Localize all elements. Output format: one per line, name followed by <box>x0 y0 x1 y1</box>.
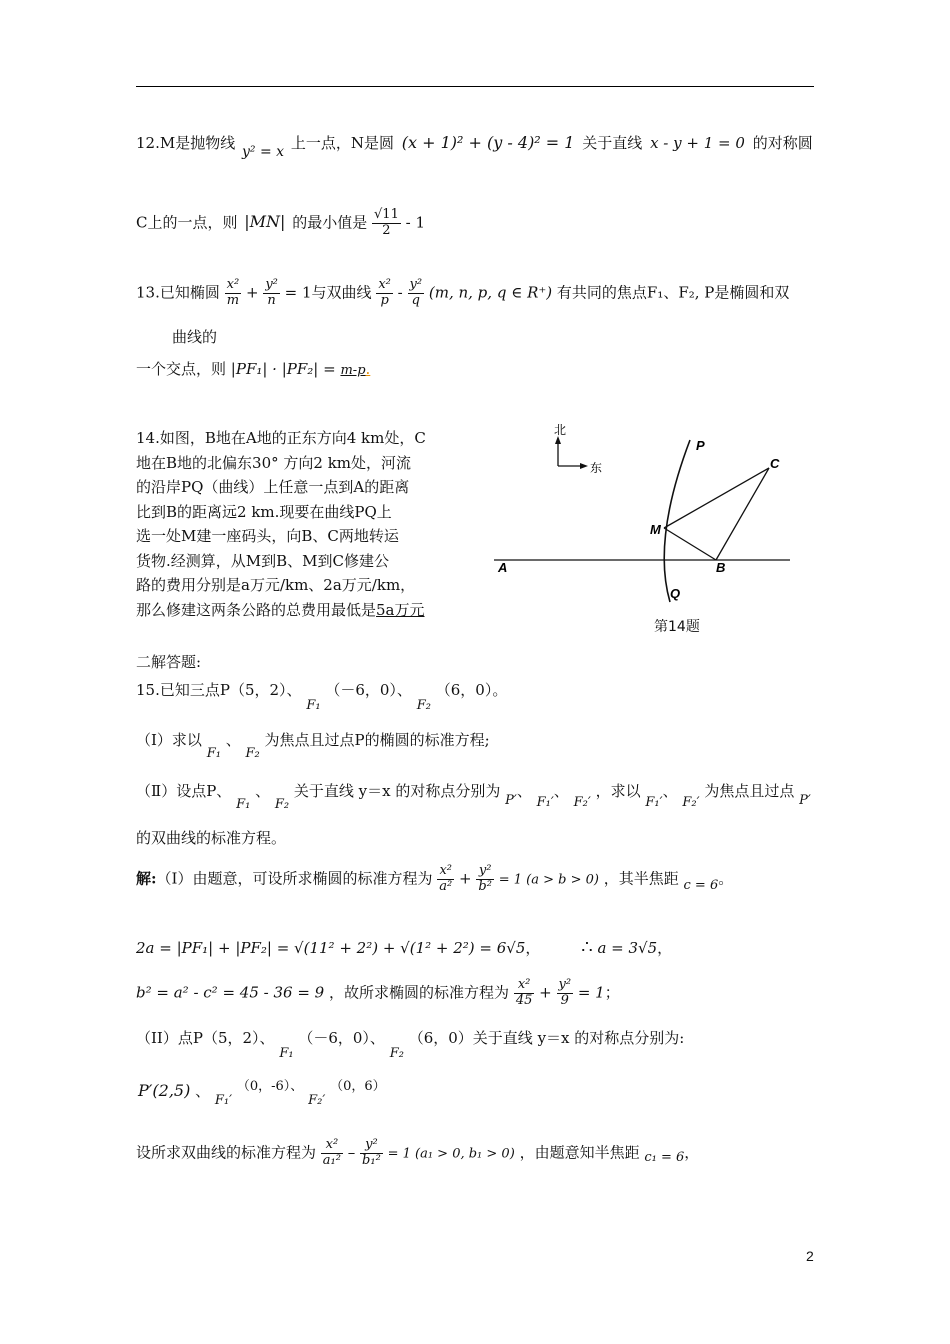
q12-text-d: 的对称圆 <box>752 134 813 152</box>
q13-answer: m-p <box>340 363 366 378</box>
sol-s6-f2d: b₁² <box>362 1152 381 1168</box>
q13-hyperbola-frac1 <box>376 278 393 309</box>
sol-s1-b: ，其半焦距 <box>603 869 679 888</box>
q12-text-f: 的最小值是 <box>292 213 368 232</box>
sol-s1-frac2 <box>476 864 494 895</box>
q15-p2-f2: F₂ <box>274 797 290 812</box>
q15-stem <box>136 679 508 713</box>
q15-part2: （Ⅱ）设点P、 F₁ 、 F₂ 关于直线 y＝x 的对称点分别为 P′、 F₁′、 F₂′ ，求以 F₁′、 F₂′ 为焦点且过点 P′ <box>136 782 811 812</box>
sol-s3-f1n: x² <box>514 978 535 994</box>
sol-s6-frac1 <box>321 1138 343 1169</box>
sol-s6-b: ，由题意知半焦距 <box>519 1143 640 1162</box>
sol-s1-f1d: a² <box>439 878 453 894</box>
q13-ell-d2: n <box>267 292 276 308</box>
sol-s5-sep1: 、 <box>195 1082 211 1100</box>
q14-last-text: 那么修建这两条公路的总费用最低是 <box>136 600 377 619</box>
q15-p1-b: 、 <box>225 731 241 749</box>
sol-s2: 2a = |PF₁| + |PF₂| = √(11² + 2²) + √(1² + 2²) = 6√5 <box>136 939 526 957</box>
q13-hyp-n1: x² <box>378 277 391 292</box>
q15-part1 <box>136 729 490 761</box>
sol-s6-a: 设所求双曲线的标准方程为 <box>136 1143 317 1162</box>
sol-line1: 解:（I）由题意，可设所求椭圆的标准方程为 $\frac{\text{x²}}{\text{a²}}$ + $\frac{\text{y²}}{\text{b²}}$ = 1 (a > b > 0) ，其半焦距 c = 6。 <box>136 863 734 894</box>
q14-caption: 第14题 <box>654 619 700 635</box>
segment-mc <box>664 468 769 528</box>
sol-s3-f1d: 45 <box>515 992 533 1008</box>
q13-answer-dot: . <box>365 360 371 378</box>
q12-text-e: C上的一点，则 <box>136 213 238 232</box>
page-number: 2 <box>806 1248 814 1264</box>
q13-line1: 13.已知椭圆 $\frac{\text{x²}}{m}$ + $\frac{\text{y²}}{n}$ = 1与双曲线 $\frac{\text{x²}}{p}$ - $\frac{\text{y²}}{q}$ (m, n, p, q ∈ R⁺) 有共同的焦点F₁、F₂, P是椭圆和双 <box>136 277 790 308</box>
sol-s3-eq: = 1 <box>577 983 605 1002</box>
q15-p2-d: ，求以 <box>595 782 641 800</box>
sol-s1-c: c = 6 <box>683 878 719 894</box>
q13-ell-n2: y² <box>265 277 278 292</box>
sol-line2 <box>136 937 672 958</box>
q15-f2: F₂ <box>416 698 431 713</box>
sol-label: 解: <box>136 869 157 888</box>
sol-s4-b: （－6，0）、 <box>298 1029 385 1047</box>
q15-p1-f2: F₂ <box>245 746 260 761</box>
q15-p-prime: P′ <box>505 793 517 808</box>
q13-ellipse-frac1 <box>225 278 242 309</box>
sol-s1-f2n: y² <box>476 864 494 880</box>
q12-mn: |MN| <box>244 212 286 232</box>
sol-s3-frac2 <box>557 978 574 1009</box>
sol-s1-eq: = 1 (a > b > 0) <box>498 872 599 888</box>
q15-p2-a: （Ⅱ）设点P、 <box>136 782 232 800</box>
q14-line: 比到B的距离远2 km.现要在曲线PQ上 <box>136 502 392 521</box>
q12-line1 <box>136 132 813 160</box>
q15-part2-tail: 的双曲线的标准方程。 <box>136 829 287 847</box>
sol-s4-f2: F₂ <box>389 1046 404 1061</box>
sol-s3-a: b² = a² - c² = 45 - 36 = 9 <box>136 983 325 1002</box>
sol-s4-a: （II）点P（5，2）、 <box>136 1029 275 1047</box>
sol-line3: b² = a² - c² = 45 - 36 = 9 ，故所求椭圆的标准方程为 $\frac{\text{x²}}{45}$ + $\frac{\text{y²}}{9}$ = 1； <box>136 977 620 1008</box>
q15-p1-a: （Ⅰ）求以 <box>136 731 202 749</box>
sol-s1-f1n: x² <box>437 864 454 880</box>
q15-f1: F₁ <box>306 698 321 713</box>
sol-s3-b: ，故所求椭圆的标准方程为 <box>329 983 510 1002</box>
q13-condition: (m, n, p, q ∈ R⁺) <box>428 283 553 302</box>
sol-s5-v2: （0，6） <box>330 1079 386 1094</box>
label-p: P <box>696 438 705 453</box>
sol-s5-v1: （0，-6）、 <box>236 1079 304 1094</box>
q13-line3 <box>136 358 370 379</box>
sol-s2-end: ， <box>657 939 673 957</box>
label-m: M <box>650 522 661 537</box>
q13-ell-d1: m <box>226 292 240 308</box>
q14-line: 路的费用分别是a万元/km、2a万元/km， <box>136 576 416 594</box>
sol-s2-comma: ， <box>525 939 541 957</box>
label-a: A <box>498 560 508 575</box>
sol-s6-c: c₁ = 6 <box>644 1150 685 1166</box>
sol-line4 <box>136 1027 685 1061</box>
q14-line: 地在B地的北偏东30° 方向2 km处，河流 <box>136 453 412 472</box>
sol-s3-frac1 <box>514 978 535 1009</box>
q13-text-a: 一个交点，则 <box>136 360 227 378</box>
sol-s1-end: 。 <box>718 869 734 888</box>
q12-parabola: y² = x <box>242 144 285 160</box>
q15-p2-b: 、 <box>255 782 271 800</box>
label-b: B <box>716 560 726 575</box>
sol-s4-f1: F₁ <box>279 1046 294 1061</box>
q13-line2: 曲线的 <box>172 328 218 346</box>
q15-stem-b: （－6，0）、 <box>325 681 412 699</box>
sol-s6-f1d: a₁² <box>322 1152 341 1168</box>
q12-line2 <box>136 208 425 239</box>
sol-s3-f2n: y² <box>558 977 572 992</box>
q14-line-last <box>136 598 426 623</box>
section-heading: 二解答题: <box>136 653 202 671</box>
q13-ell-n1: x² <box>226 277 240 292</box>
q12-answer-den: 2 <box>382 222 391 238</box>
sol-s6-f1n: x² <box>321 1138 343 1154</box>
q12-circle: (x + 1)² + (y - 4)² = 1 <box>401 133 575 152</box>
q12-text-c: 关于直线 <box>582 134 643 152</box>
segment-mb <box>664 528 716 560</box>
q15-p-prime-2: P′ <box>799 793 811 808</box>
q13-eq1: = 1与双曲线 <box>284 283 372 302</box>
sol-line5 <box>138 1079 386 1108</box>
q15-p2-c: 关于直线 y＝x 的对称点分别为 <box>293 782 501 800</box>
segment-bc <box>716 468 769 560</box>
q15-f1-prime: F₁′ <box>536 795 554 810</box>
north-label: 北 <box>554 423 567 437</box>
sol-s5-f1: F₁′ <box>214 1093 233 1108</box>
sol-s6-frac2 <box>360 1138 383 1169</box>
q15-p2-e: 为焦点且过点 <box>704 782 795 800</box>
q12-answer-num: √11 <box>374 207 399 222</box>
sol-s3-end: ； <box>604 983 620 1002</box>
q14-text <box>136 426 426 622</box>
sol-s6-eq: = 1 (a₁ > 0, b₁ > 0) <box>387 1146 515 1162</box>
sol-s2-b: a = 3√5 <box>597 939 658 957</box>
sol-s6-end: ， <box>684 1143 700 1162</box>
q14-figure <box>490 420 790 610</box>
sol-s4-c: （6，0）关于直线 y＝x 的对称点分别为: <box>408 1029 685 1047</box>
q15-f1-prime-2: F₁′ <box>645 795 663 810</box>
east-arrowhead <box>580 463 588 469</box>
q13-hyp-d2: q <box>411 292 420 308</box>
q13-ellipse-frac2 <box>263 278 280 309</box>
q15-stem-c: （6，0）。 <box>435 681 508 699</box>
label-c: C <box>770 456 780 471</box>
q12-text-b: 上一点，N是圆 <box>290 134 394 152</box>
q13-hyp-n2: y² <box>409 277 423 292</box>
sol-s1-frac1 <box>437 864 454 895</box>
sol-s1-f2d: b² <box>478 878 492 894</box>
q14-line: 选一处M建一座码头，向B、C两地转运 <box>136 527 399 545</box>
q14-answer: 5a万元 <box>376 600 425 619</box>
north-arrowhead <box>555 436 561 444</box>
sol-s1-a: （I）由题意，可设所求椭圆的标准方程为 <box>156 869 433 888</box>
q15-stem-a: 15.已知三点P（5，2）、 <box>136 681 302 699</box>
q15-f2-prime: F₂′ <box>573 795 591 810</box>
q12-text-a: 12.M是抛物线 <box>136 134 236 152</box>
q13-hyp-d1: p <box>380 292 389 308</box>
q13-hyperbola-frac2 <box>408 278 425 309</box>
sol-s5-p: P′(2,5) <box>138 1081 191 1100</box>
q13-lead: 13.已知椭圆 <box>136 283 220 302</box>
q12-line-eq: x - y + 1 = 0 <box>650 134 745 152</box>
q14-line: 的沿岸PQ（曲线）上任意一点到A的距离 <box>136 478 410 496</box>
sol-s5-f2: F₂′ <box>308 1093 326 1108</box>
q12-answer-fraction <box>372 208 401 239</box>
sol-s3-f2d: 9 <box>560 992 569 1008</box>
q13-tail: 有共同的焦点F₁、F₂, P是椭圆和双 <box>556 283 790 302</box>
q14-line: 14.如图，B地在A地的正东方向4 km处，C <box>136 429 426 447</box>
q12-answer-tail: - 1 <box>405 213 426 232</box>
q15-p1-c: 为焦点且过点P的椭圆的标准方程; <box>264 731 490 749</box>
top-rule <box>136 86 814 87</box>
east-label: 东 <box>590 461 603 475</box>
q13-pf-product: |PF₁| · |PF₂| = <box>230 360 336 378</box>
q14-line: 货物.经测算，从M到B、M到C修建公 <box>136 551 389 570</box>
q15-p2-f1: F₁ <box>236 797 251 812</box>
q15-p1-f1: F₁ <box>206 746 221 761</box>
sol-line6: 设所求双曲线的标准方程为 $\frac{\text{x²}}{\text{a₁²}}$ – $\frac{\text{y²}}{\text{b₁²}}$ = 1 (a₁ > 0, b₁ > 0) ，由题意知半焦距 c₁ = 6， <box>136 1137 700 1168</box>
sol-s6-f2n: y² <box>360 1138 383 1154</box>
q15-f2-prime-2: F₂′ <box>682 795 700 810</box>
label-q: Q <box>670 586 681 601</box>
sol-therefore: ∴ <box>581 937 593 958</box>
